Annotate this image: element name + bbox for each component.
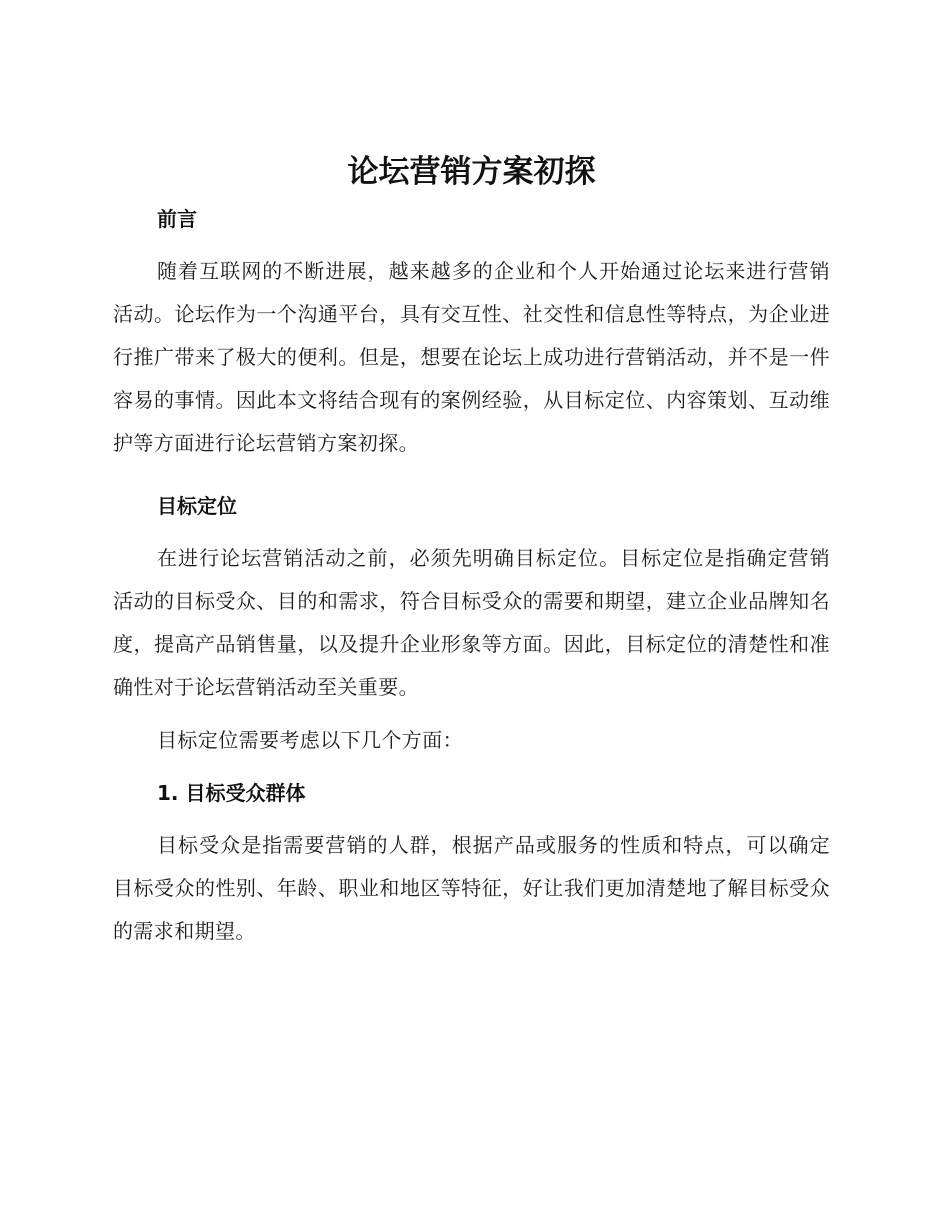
document-body [113,150,830,953]
document-title: 论坛营销方案初探 [347,154,596,190]
subsection-heading-audience: 1. 目标受众群体 [157,781,306,805]
paragraph-preface: 随着互联网的不断进展，越来越多的企业和个人开始通过论坛来进行营销活动。论坛作为一个沟通平台，具有交互性、社交性和信息性等特点，为企业进行推广带来了极大的便利。但是，想要在论坛上成功进行营销活动，并不是一件容易的事情。因此本文将结合现有的案例经验，从目标定位、内容策划、互动维护等方面进行论坛营销方案初探。 [113,259,830,455]
section-heading-preface: 前言 [157,207,197,231]
paragraph-audience: 目标受众是指需要营销的人群，根据产品或服务的性质和特点，可以确定目标受众的性别、年龄、职业和地区等特征，好让我们更加清楚地了解目标受众的需求和期望。 [113,833,830,943]
section-heading-target: 目标定位 [157,494,237,518]
paragraph-target-intro: 目标定位需要考虑以下几个方面： [157,728,463,752]
paragraph-target-definition: 在进行论坛营销活动之前，必须先明确目标定位。目标定位是指确定营销活动的目标受众、目的和需求，符合目标受众的需要和期望，建立企业品牌知名度，提高产品销售量，以及提升企业形象等方面。因此，目标定位的清楚性和准确性对于论坛营销活动至关重要。 [113,546,830,699]
